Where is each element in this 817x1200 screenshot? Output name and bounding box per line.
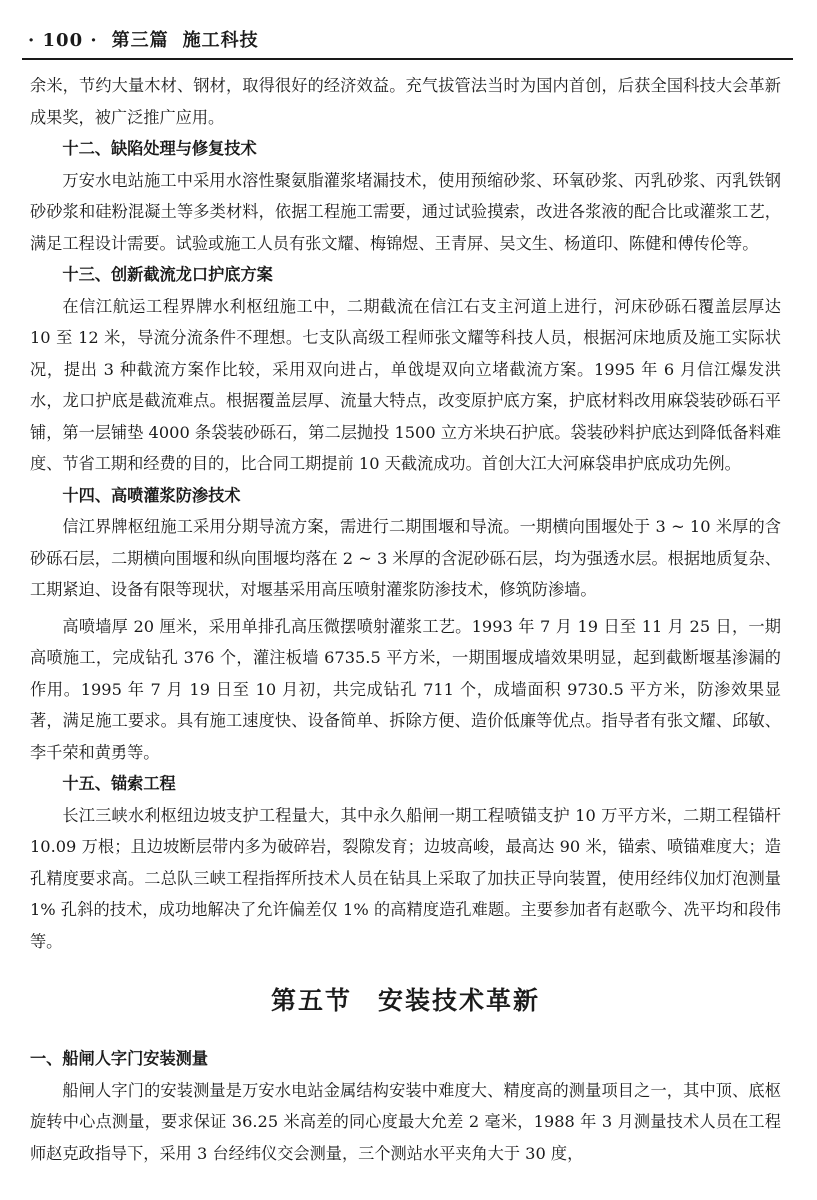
paragraph-continued: 余米，节约大量木材、钢材，取得很好的经济效益。充气拔管法当时为国内首创，后获全国科技大会革新成果奖，被广泛推广应用。 [30, 76, 781, 127]
paragraph-14b: 高喷墙厚 20 厘米，采用单排孔高压微摆喷射灌浆工艺。1993 年 7 月 19 日至 11 月 25 日，一期高喷施工，完成钻孔 376 个，灌注板墙 6735.5 平方米，一期围堰成墙效果明显，起到截断堰基渗漏的作用。1995 年 7 月 19 日至 10 月初，共完成钻孔 711 个，成墙面积 9730.5 平方米，防渗效果显著，满足施工要求。具有施工速度快、设备简单、拆除方便、造价低廉等优点。指导者有张文耀、邱敏、李千荣和黄勇等。 [30, 616, 781, 762]
paragraph-15: 长江三峡水利枢纽边坡支护工程量大，其中永久船闸一期工程喷锚支护 10 万平方米，二期工程锚杆 10.09 万根；且边坡断层带内多为破碎岩，裂隙发育；边坡高峻，最高达 90 米，锚索、喷锚难度大；造孔精度要求高。二总队三峡工程指挥所技术人员在钻具上采取了加扶正导向装置，使用经纬仪加灯泡测量 1% 孔斜的技术，成功地解决了允许偏差仅 1% 的高精度造孔难题。主要参加者有赵歌今、冼平均和段伟等。 [30, 805, 781, 951]
header-rule [22, 58, 793, 60]
heading-14: 十四、高喷灌浆防渗技术 [62, 485, 241, 505]
paragraph-12: 万安水电站施工中采用水溶性聚氨脂灌浆堵漏技术，使用预缩砂浆、环氧砂浆、丙乳砂浆、丙乳铁钢砂砂浆和硅粉混凝土等多类材料，依据工程施工需要，通过试验摸索，改进各浆液的配合比或灌浆工艺，满足工程设计需要。试验或施工人员有张文耀、梅锦煜、王青屏、吴文生、杨道印、陈健和傅传伦等。 [30, 170, 781, 253]
paragraph-14a: 信江界牌枢纽施工采用分期导流方案，需进行二期围堰和导流。一期横向围堰处于 3 ~ 10 米厚的含砂砾石层，二期横向围堰和纵向围堰均落在 2 ~ 3 米厚的含泥砂砾石层，均为强透水层。根据地质复杂、工期紧迫、设备有限等现状，对堰基采用高压喷射灌浆防渗技术，修筑防渗墙。 [30, 517, 781, 599]
page-number: · 100 · [28, 30, 98, 51]
body-text [30, 70, 781, 1169]
paragraph-s1: 船闸人字门的安装测量是万安水电站金属结构安装中难度大、精度高的测量项目之一，其中顶、底枢旋转中心点测量，要求保证 36.25 米高差的同心度最大允差 2 毫米，1988 年 3 月测量技术人员在工程师赵克政指导下，采用 3 台经纬仪交会测量，三个测站水平夹角大于 30 度， [30, 1080, 781, 1163]
heading-15: 十五、锚索工程 [62, 774, 176, 793]
running-header [28, 26, 777, 52]
heading-s1: 一、船闸人字门安装测量 [30, 1049, 209, 1068]
paragraph-13: 在信江航运工程界牌水利枢纽施工中，二期截流在信江右支主河道上进行，河床砂砾石覆盖层厚达 10 至 12 米，导流分流条件不理想。七支队高级工程师张文耀等科技人员，根据河床地质及施工实际状况，提出 3 种截流方案作比较，采用双向进占，单戗堤双向立堵截流方案。1995 年 6 月信江爆发洪水，龙口护底是截流难点。根据覆盖层厚、流量大特点，改变原护底方案，护底材料改用麻袋装砂砾石平铺，第一层铺垫 4000 条袋装砂砾石，第二层抛投 1500 立方米块石护底。袋装砂料护底达到降低备料难度、节省工期和经费的目的，比合同工期提前 10 天截流成功。首创大江大河麻袋串护底成功先例。 [30, 296, 781, 473]
section-name: 安装技术革新 [378, 986, 541, 1015]
header-title: 施工科技 [182, 30, 259, 51]
heading-12: 十二、缺陷处理与修复技术 [62, 139, 257, 158]
section-number: 第五节 [270, 986, 352, 1015]
part-label: 第三篇 [111, 30, 169, 51]
section-title [30, 981, 781, 1021]
heading-13: 十三、创新截流龙口护底方案 [62, 265, 273, 284]
